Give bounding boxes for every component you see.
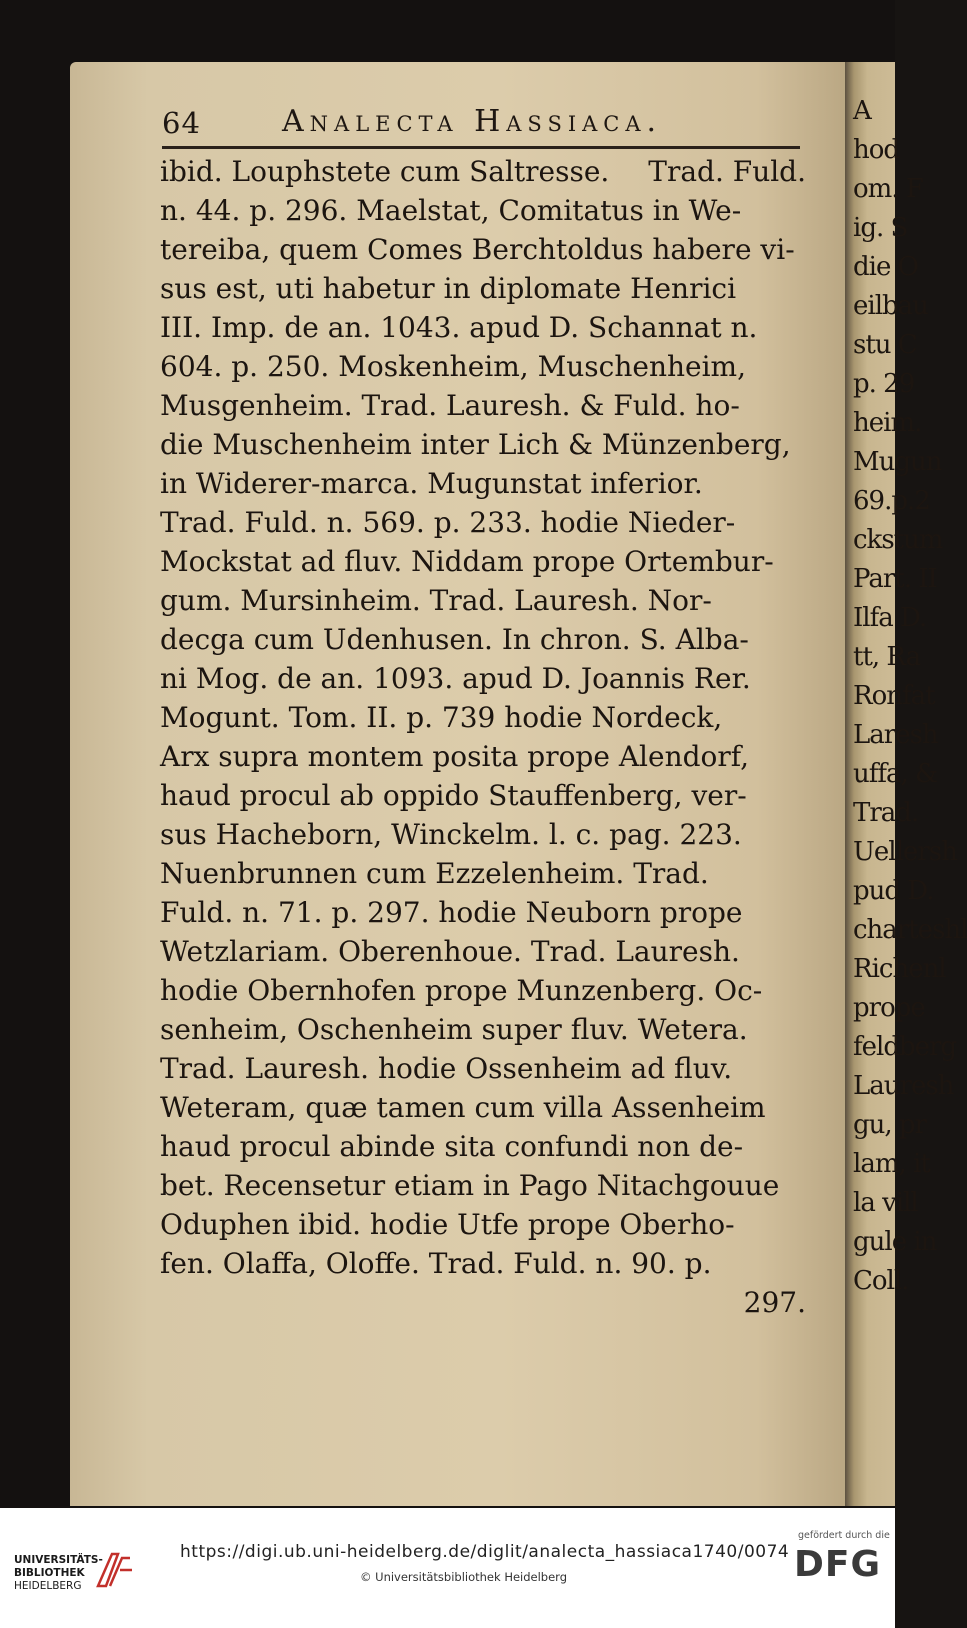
text-line-segment: Trad. Lauresh. hodie Ossenheim ad fluv. [160,1052,733,1085]
text-line-segment: 604. p. 250. Moskenheim, Muschenheim, [160,350,746,383]
text-line [160,581,806,620]
text-line-segment: Weteram, quæ tamen cum villa Assenheim [160,1091,766,1124]
next-page-fragment: charteshl [853,915,967,945]
text-line [160,893,806,932]
logo-line-2: BIBLIOTHEK [14,1567,85,1579]
text-line [160,542,806,581]
next-page-fragment: Coll. [853,1266,909,1296]
text-line [160,464,806,503]
text-line [160,698,806,737]
text-line [160,1127,806,1166]
page-header [162,100,802,140]
next-page-fragment: la vill [853,1188,918,1218]
text-line-segment: Fuld. n. 71. p. 297. hodie Neuborn prope [160,896,743,929]
dfg-logo[interactable]: DFG [794,1544,882,1585]
text-line-segment: in Widerer-marca. Mugunstat inferior. [160,467,703,500]
next-page-fragment: gule in [853,1227,937,1257]
text-line-segment: Nuenbrunnen cum Ezzelenheim. Trad. [160,857,709,890]
next-page-fragment: ckstum [853,525,943,555]
text-line-segment: Arx supra montem posita prope Alendorf, [160,740,750,773]
text-line-segment: senheim, Oschenheim super fluv. Wetera. [160,1013,748,1046]
text-line-segment: tereiba, quem Comes Berchtoldus habere vi- [160,233,795,266]
text-line [160,308,806,347]
text-line-segment: fen. Olaffa, Oloffe. Trad. Fuld. n. 90. p. [160,1247,712,1280]
next-page-fragment: prope [853,993,925,1023]
text-line-segment: n. 44. p. 296. Maelstat, Comitatus in We- [160,194,742,227]
next-page-fragment: tt, Ra [853,642,921,672]
text-line-segment: die Muschenheim inter Lich & Münzenberg, [160,428,791,461]
logo-line-1: UNIVERSITÄTS- [14,1554,103,1566]
next-page-edge [845,62,967,1506]
next-page-fragment: stu C [853,330,917,360]
catchword-text: 297. [743,1286,806,1319]
next-page-fragment: Richenl [853,954,946,984]
text-line-segment: ibid. Louphstete cum Saltresse. [160,155,610,188]
text-line [160,347,806,386]
next-page-fragment: feldberg [853,1032,957,1062]
body-text [160,152,806,1322]
next-page-fragment: A [853,96,871,126]
text-line [160,425,806,464]
next-page-fragment: gu, pr [853,1110,926,1140]
next-page-fragment: Uellersh [853,837,957,867]
text-line-segment: Trad. Fuld. n. 569. p. 233. hodie Nieder- [160,506,736,539]
next-page-fragment: Ronfat [853,681,935,711]
next-page-fragment: Trad. [853,798,919,828]
text-line-segment: Musgenheim. Trad. Lauresh. & Fuld. ho- [160,389,740,422]
next-page-fragment: Laresh [853,720,938,750]
text-line [160,815,806,854]
text-line [160,1244,806,1283]
text-line [160,503,806,542]
next-page-fragment: pud D. [853,876,934,906]
text-line-segment: decga cum Udenhusen. In chron. S. Alba- [160,623,749,656]
text-line [160,854,806,893]
next-page-fragment: lam, it [853,1149,930,1179]
text-line [160,971,806,1010]
text-line [160,737,806,776]
text-line [160,269,806,308]
text-line-segment: haud procul abinde sita confundi non de- [160,1130,744,1163]
text-line [160,620,806,659]
next-page-fragment: eilbau [853,291,928,321]
text-line [160,1205,806,1244]
next-page-fragment: Part. II [853,564,937,594]
copyright-notice: © Universitätsbibliothek Heidelberg [360,1570,568,1584]
next-page-fragment: Mugun [853,447,942,477]
next-page-fragment: ig. S [853,213,908,243]
text-line [160,386,806,425]
funding-note: gefördert durch die [798,1530,890,1541]
viewer-footer [0,1508,895,1628]
next-page-fragment: Ilfa D. [853,603,927,633]
text-line-segment: Trad. Fuld. [648,155,806,188]
next-page-fragment: p. 29 [853,369,915,399]
text-line-segment: Mockstat ad fluv. Niddam prope Ortembur- [160,545,774,578]
text-line [160,776,806,815]
next-page-fragment: 69.p.2 [853,486,930,516]
next-page-text [853,92,967,1301]
text-line-segment: bet. Recensetur etiam in Pago Nitachgouue [160,1169,780,1202]
text-line-segment: Wetzlariam. Oberenhoue. Trad. Lauresh. [160,935,740,968]
ub-heidelberg-logo[interactable] [14,1536,174,1596]
text-line-segment: sus est, uti habetur in diplomate Henrici [160,272,737,305]
text-line-segment: gum. Mursinheim. Trad. Lauresh. Nor- [160,584,712,617]
running-title: Analecta Hassiaca. [282,104,663,139]
text-line [160,152,806,191]
next-page-fragment: uffa, & [853,759,938,789]
text-line-segment: Mogunt. Tom. II. p. 739 hodie Nordeck, [160,701,723,734]
catchword [160,1283,806,1322]
text-line-segment: III. Imp. de an. 1043. apud D. Schannat n. [160,311,758,344]
text-line [160,1088,806,1127]
text-line-segment: hodie Obernhofen prope Munzenberg. Oc- [160,974,763,1007]
text-line [160,932,806,971]
text-line [160,230,806,269]
next-page-fragment: heim. [853,408,922,438]
text-line [160,191,806,230]
ub-emblem-icon [92,1546,138,1592]
header-rule [162,146,800,149]
next-page-fragment: Lauresh [853,1071,954,1101]
text-line [160,1010,806,1049]
page-number: 64 [162,106,201,140]
next-page-fragment: die O [853,252,918,282]
text-line-segment: haud procul ab oppido Stauffenberg, ver- [160,779,747,812]
text-line-segment: Oduphen ibid. hodie Utfe prope Oberho- [160,1208,735,1241]
text-line-segment: sus Hacheborn, Winckelm. l. c. pag. 223. [160,818,742,851]
text-line [160,1166,806,1205]
text-line [160,1049,806,1088]
text-line [160,659,806,698]
logo-line-3: HEIDELBERG [14,1580,82,1592]
text-line-segment: ni Mog. de an. 1093. apud D. Joannis Rer. [160,662,751,695]
next-page-fragment: om. F [853,174,923,204]
page-permalink[interactable]: https://digi.ub.uni-heidelberg.de/diglit/analecta_hassiaca1740/0074 [180,1542,790,1562]
next-page-fragment: hod [853,135,900,165]
